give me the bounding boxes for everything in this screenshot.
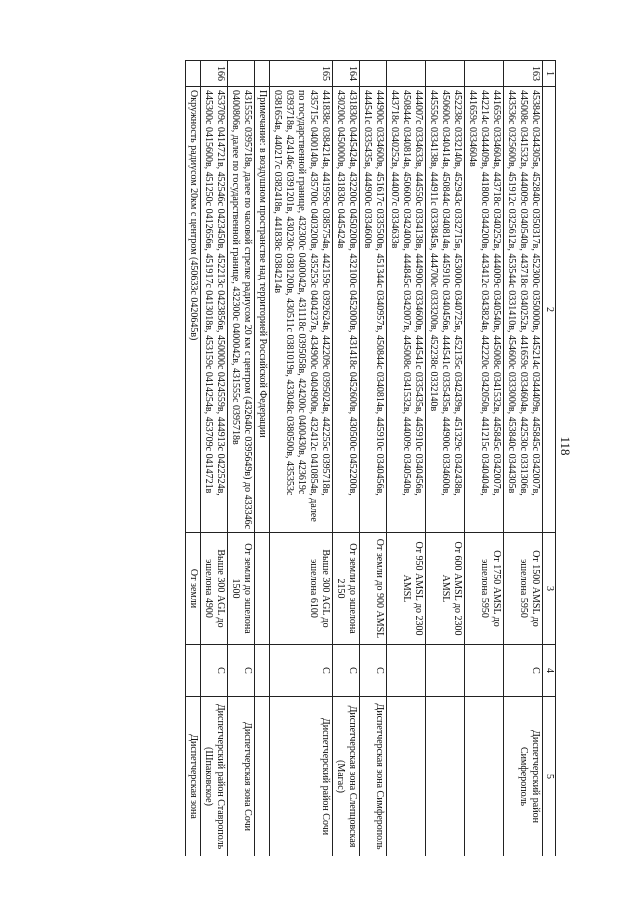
vertical-limits: От земли до эшелона 1500 xyxy=(228,533,255,645)
airspace-class: С xyxy=(504,645,543,697)
vertical-limits: От 950 AMSL до 2300 AMSL xyxy=(387,533,426,645)
table-row xyxy=(465,61,504,857)
vertical-limits: Выше 300 AGL до эшелона 4900 xyxy=(201,533,228,645)
vertical-limits: От земли xyxy=(186,533,201,645)
airspace-class xyxy=(186,645,201,697)
atc-unit-name xyxy=(387,697,426,857)
atc-unit-name: Диспетчерский район Ставрополь (Шпаковское) xyxy=(201,697,228,857)
atc-unit-name: Диспетчерская зона Слепцовская (Магас) xyxy=(333,697,360,857)
row-number: 166 xyxy=(201,61,228,87)
page-number: 118 xyxy=(558,436,573,456)
table-row xyxy=(387,61,426,857)
atc-unit-name xyxy=(465,697,504,857)
airspace-class: С xyxy=(360,645,387,697)
vertical-limits: От земли до эшелона 2150 xyxy=(333,533,360,645)
vertical-limits xyxy=(255,533,270,645)
boundary-coordinates: 444900с 0334600в, 451617с 0335500в, 451344с 0340957в, 450844с 0340814в, 445910с 0340456в, 444541с 0335435в, 444900с 0334600в xyxy=(360,87,387,533)
row-number xyxy=(465,61,504,87)
column-number: 2 xyxy=(543,87,556,533)
atc-unit-name xyxy=(426,697,465,857)
atc-unit-name: Диспетчерский район Сочи xyxy=(270,697,333,857)
airspace-class: С xyxy=(201,645,228,697)
boundary-coordinates: 431555с 0395718в, далее по часовой стрелке радиусом 20 км с центром (432640с 0395649в) до 433346с 0400806в, далее по государственной границе, 432300с 0400042в, 431555с 0395718в xyxy=(228,87,255,533)
vertical-limits: Выше 300 AGL до эшелона 6100 xyxy=(270,533,333,645)
atc-unit-name: Диспетчерский район Симферополь xyxy=(504,697,543,857)
boundary-coordinates: 453709с 0414721в, 452546с 0423450в, 452213с 0423856в, 450000с 0424559в, 444913с 0422524в, 445300с 0415600в, 451250с 0412656в, 451917с 0413018в, 453159с 0414254в, 453709с 0414721в xyxy=(201,87,228,533)
vertical-limits: От земли до 900 AMSL xyxy=(360,533,387,645)
table-row xyxy=(333,61,360,857)
boundary-coordinates: 431830с 0445424в, 432200с 0450200в, 432100с 0452000в, 431418с 0452600в, 430500с 0452200в, 430200с 0450000в, 431830с 0445424в xyxy=(333,87,360,533)
table-row xyxy=(228,61,255,857)
row-number xyxy=(228,61,255,87)
airspace-class xyxy=(387,645,426,697)
column-number: 1 xyxy=(543,61,556,87)
table-row xyxy=(186,61,201,857)
atc-unit-name: Диспетчерская зона Симферополь xyxy=(360,697,387,857)
boundary-coordinates: 452238с 0332140в, 452943с 0332715в, 453000с 0340725в, 452135с 0342439в, 451329с 0342438в, 450600с 0340414в, 450844с 0340814в, 445910с 0340456в, 444541с 0335435в, 444900с 0334600в, 445550с 0334138в, 444911с 0333845в, 444700с 0333200в, 452238с 0332140в xyxy=(426,87,465,533)
vertical-limits: От 1750 AMSL до эшелона 5950 xyxy=(465,533,504,645)
table-row xyxy=(360,61,387,857)
atc-unit-name xyxy=(255,697,270,857)
column-number: 3 xyxy=(543,533,556,645)
boundary-coordinates: 453840с 0344305в, 452840с 0350317в, 452300с 0350000в, 445214с 0344409в, 445845с 0342007в, 445008с 0341532в, 444009с 0340540в, 443718с 0340252в, 441659с 0334604в, 442530с 0331306в, 443536с 0325600в, 451912с 0325612в, 453544с 0331410в, 454600с 0333000в, 453840с 0344305в xyxy=(504,87,543,533)
column-number-row xyxy=(543,61,556,857)
row-number xyxy=(186,61,201,87)
row-number xyxy=(426,61,465,87)
row-number xyxy=(360,61,387,87)
table-row xyxy=(255,61,270,857)
row-number xyxy=(255,61,270,87)
table-row xyxy=(426,61,465,857)
airspace-class: С xyxy=(228,645,255,697)
vertical-limits: От 600 AMSL до 2300 AMSL xyxy=(426,533,465,645)
column-number: 5 xyxy=(543,697,556,857)
boundary-coordinates: Примечание: в воздушном пространстве над территорией Российской Федерации xyxy=(255,87,270,533)
boundary-coordinates: Окружность радиусом 20км с центром (450633с 0420645в) xyxy=(186,87,201,533)
atc-unit-name: Диспетчерская зона Сочи xyxy=(228,697,255,857)
boundary-coordinates: 441659с 0334604в, 443718с 0340252в, 444009с 0340540в, 445008с 0341532в, 445845с 0342007в, 442214с 0344409в, 441800с 0344200в, 443412с 0343824в, 442220с 0342050в, 441215с 0340404в, 441659с 0334604в xyxy=(465,87,504,533)
boundary-coordinates: 444007с 0334633в, 444550с 0334138в, 444900с 0334600в, 444541с 0335435в, 445910с 0340456в, 450844с 0340814в, 450600с 0342400в, 444845с 0342007в, 445008с 0341532в, 444009с 0340540в, 443718с 0340252в, 444007с 0334633в xyxy=(387,87,426,533)
airspace-class: С xyxy=(270,645,333,697)
airspace-class xyxy=(255,645,270,697)
airspace-class xyxy=(465,645,504,697)
airspace-class: С xyxy=(333,645,360,697)
boundary-coordinates: 441838с 0384214в, 441959с 0385754в, 442159с 0392624в, 442209с 0395024в, 442255с 0395718в, 435715с 0400140в, 435700с 0403200в, 435253с 0404237в, 434900с 0404900в, 432412с 0410854в, далее по государственной границе, 432300с 0400042в, 431118с 0395058в, 424200с 0400430в, 423619с 0393718в, 424146с 0391201в, 430230с 0381200в, 430511с 0381019в, 433048с 0380500в, 435353с 0381654в, 440217с 0382418в, 441838с 0384214в xyxy=(270,87,333,533)
row-number: 163 xyxy=(504,61,543,87)
row-number: 164 xyxy=(333,61,360,87)
airspace-table xyxy=(185,60,556,856)
table-row xyxy=(270,61,333,857)
row-number: 165 xyxy=(270,61,333,87)
table-row xyxy=(504,61,543,857)
row-number xyxy=(387,61,426,87)
vertical-limits: От 1500 AMSL до эшелона 5950 xyxy=(504,533,543,645)
atc-unit-name: Диспетчерская зона xyxy=(186,697,201,857)
airspace-table-sheet xyxy=(88,60,556,856)
airspace-class xyxy=(426,645,465,697)
table-row xyxy=(201,61,228,857)
column-number: 4 xyxy=(543,645,556,697)
rotated-table-area xyxy=(88,60,556,856)
